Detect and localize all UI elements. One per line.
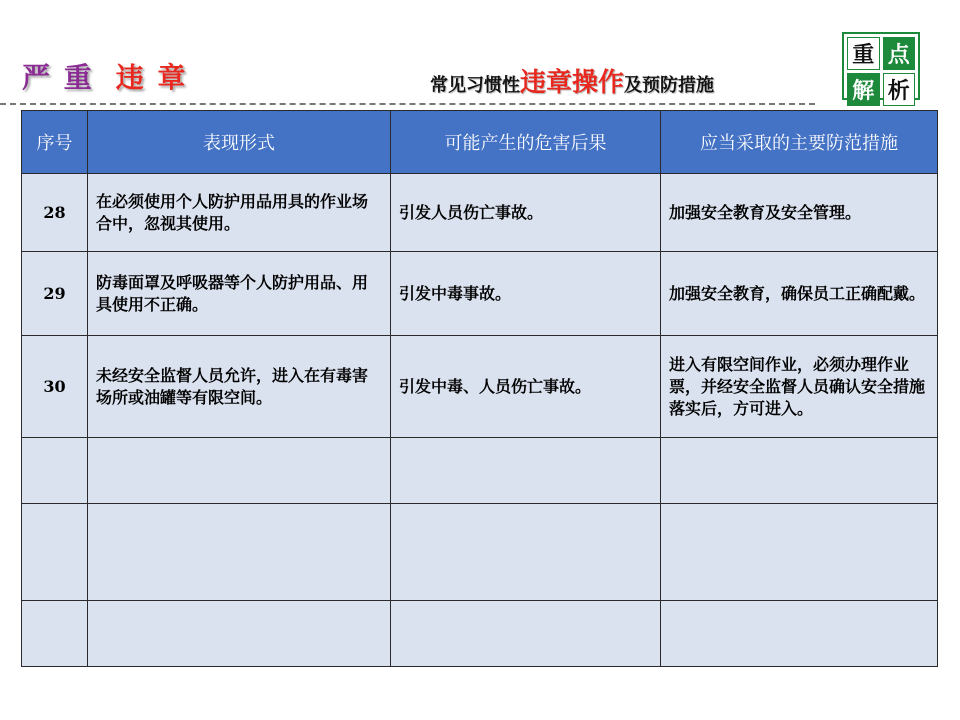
empty-cell: [661, 438, 938, 504]
empty-cell: [661, 504, 938, 601]
header-harm: 可能产生的危害后果: [391, 111, 661, 174]
header-form: 表现形式: [88, 111, 391, 174]
badge-char-1: 重: [847, 37, 880, 70]
page-subtitle: [430, 62, 714, 99]
table-header-row: [22, 111, 938, 174]
empty-row: [22, 504, 938, 601]
row-number: 30: [22, 336, 88, 438]
row-number: 29: [22, 252, 88, 336]
row-measure: 进入有限空间作业，必须办理作业票，并经安全监督人员确认安全措施落实后，方可进入。: [661, 336, 938, 438]
key-analysis-badge: [842, 32, 920, 104]
subtitle-suffix: 及预防措施: [624, 75, 715, 96]
row-measure: 加强安全教育，确保员工正确配戴。: [661, 252, 938, 336]
header-serial-number: 序号: [22, 111, 88, 174]
subtitle-prefix: 常见习惯性: [430, 75, 520, 96]
empty-cell: [88, 438, 391, 504]
page-title: [22, 56, 188, 96]
row-form: 未经安全监督人员允许，进入在有毒害场所或油罐等有限空间。: [88, 336, 391, 438]
empty-cell: [22, 601, 88, 667]
empty-cell: [88, 601, 391, 667]
badge-char-4: 析: [883, 73, 916, 106]
badge-char-2: 点: [883, 37, 916, 70]
empty-cell: [391, 504, 661, 601]
title-part-1: 严 重: [22, 61, 94, 94]
empty-row: [22, 601, 938, 667]
subtitle-highlight: 违章操作: [520, 68, 625, 98]
table-row: [22, 174, 938, 252]
badge-char-3: 解: [847, 73, 880, 106]
row-harm: 引发中毒、人员伤亡事故。: [391, 336, 661, 438]
table-row: [22, 252, 938, 336]
header-divider: [0, 103, 815, 105]
empty-cell: [391, 601, 661, 667]
empty-cell: [661, 601, 938, 667]
title-part-2: 违 章: [115, 61, 188, 94]
violations-table: [21, 110, 938, 667]
header-measures: 应当采取的主要防范措施: [661, 111, 938, 174]
empty-cell: [391, 438, 661, 504]
table-row: [22, 336, 938, 438]
row-form: 在必须使用个人防护用品用具的作业场合中，忽视其使用。: [88, 174, 391, 252]
empty-cell: [22, 438, 88, 504]
empty-row: [22, 438, 938, 504]
empty-cell: [88, 504, 391, 601]
row-harm: 引发中毒事故。: [391, 252, 661, 336]
row-measure: 加强安全教育及安全管理。: [661, 174, 938, 252]
row-number: 28: [22, 174, 88, 252]
empty-cell: [22, 504, 88, 601]
row-harm: 引发人员伤亡事故。: [391, 174, 661, 252]
row-form: 防毒面罩及呼吸器等个人防护用品、用具使用不正确。: [88, 252, 391, 336]
